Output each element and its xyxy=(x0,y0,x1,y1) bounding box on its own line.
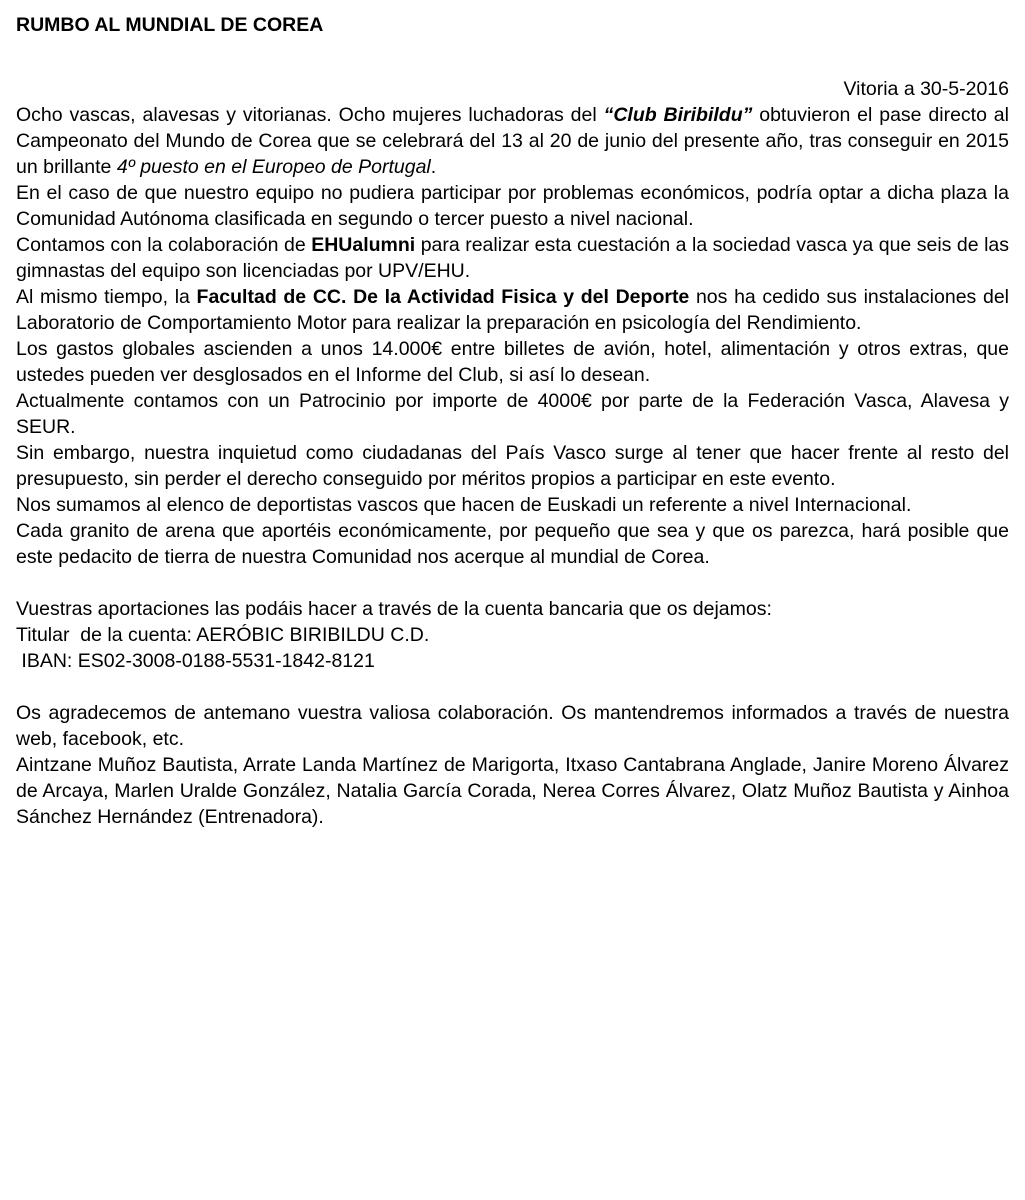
ehualumni-name: EHUalumni xyxy=(311,234,416,256)
intro-text-a: Ocho vascas, alavesas y vitorianas. Ocho mujeres luchadoras del xyxy=(16,104,604,126)
paragraph-collaboration xyxy=(16,232,1009,284)
title-spacer xyxy=(16,42,1009,76)
intro-text-b: obtuvieron el pase directo al Campeonato del Mundo de Corea que se celebrará del 13 al 20 de junio del presente año, tras conseguir en 2015 un brillante xyxy=(16,104,1009,178)
date-line: Vitoria a 30-5-2016 xyxy=(843,78,1009,100)
paragraph-concern: Sin embargo, nuestra inquietud como ciudadanas del País Vasco surge al tener que hacer frente al resto del presupuesto, sin perder el derecho conseguido por méritos propios a participar en este evento. xyxy=(16,442,1009,490)
collab-text-b: para realizar esta cuestación a la sociedad vasca ya que seis de las gimnastas del equipo son licenciadas por UPV/EHU. xyxy=(16,234,1010,282)
faculty-text-a: Al mismo tiempo, la xyxy=(16,286,197,308)
account-holder: Titular de la cuenta: AERÓBIC BIRIBILDU C.D. xyxy=(16,624,430,646)
document-title: RUMBO AL MUNDIAL DE COREA xyxy=(16,14,324,36)
paragraph-expenses: Los gastos globales ascienden a unos 14.000€ entre billetes de avión, hotel, alimentación y otros extras, que ustedes pueden ver desglosados en el Informe del Club, si así lo desean. xyxy=(16,338,1009,386)
paragraph-thanks: Os agradecemos de antemano vuestra valiosa colaboración. Os mantendremos informados a través de nuestra web, facebook, etc. xyxy=(16,702,1009,750)
document-page xyxy=(16,8,1009,830)
faculty-name: Facultad de CC. De la Actividad Fisica y del Deporte xyxy=(196,286,690,308)
collab-text-a: Contamos con la colaboración de xyxy=(16,234,312,256)
intro-text-c: . xyxy=(430,156,437,178)
paragraph-signatories: Aintzane Muñoz Bautista, Arrate Landa Martínez de Marigorta, Itxaso Cantabrana Anglade, Janire Moreno Álvarez de Arcaya, Marlen Uralde González, Natalia García Corada, Nerea Corres Álvarez, Olatz Muñoz Bautista y Ainhoa Sánchez Hernández (Entrenadora). xyxy=(16,754,1009,828)
paragraph-appeal: Cada granito de arena que aportéis económicamente, por pequeño que sea y que os parezca, hará posible que este pedacito de tierra de nuestra Comunidad nos acerque al mundial de Corea. xyxy=(16,520,1009,568)
paragraph-alternative: En el caso de que nuestro equipo no pudiera participar por problemas económicos, podría optar a dicha plaza la Comunidad Autónoma clasificada en segundo o tercer puesto a nivel nacional. xyxy=(16,182,1009,230)
paragraph-sponsorship: Actualmente contamos con un Patrocinio por importe de 4000€ por parte de la Federación Vasca, Alavesa y SEUR. xyxy=(16,390,1009,438)
paragraph-faculty xyxy=(16,284,1009,336)
iban-line: IBAN: ES02-3008-0188-5531-1842-8121 xyxy=(16,650,375,672)
faculty-text-b: nos ha cedido sus instalaciones del Laboratorio de Comportamiento Motor para realizar la preparación en psicología del Rendimiento. xyxy=(16,286,1009,334)
blank-line xyxy=(16,674,1009,700)
achievement-text: 4º puesto en el Europeo de Portugal xyxy=(116,156,431,178)
paragraph-intro xyxy=(16,102,1009,180)
blank-line xyxy=(16,570,1009,596)
bank-intro: Vuestras aportaciones las podáis hacer a través de la cuenta bancaria que os dejamos: xyxy=(16,598,772,620)
paragraph-reference: Nos sumamos al elenco de deportistas vascos que hacen de Euskadi un referente a nivel Internacional. xyxy=(16,494,912,516)
club-name: “Club Biribildu” xyxy=(603,104,753,126)
